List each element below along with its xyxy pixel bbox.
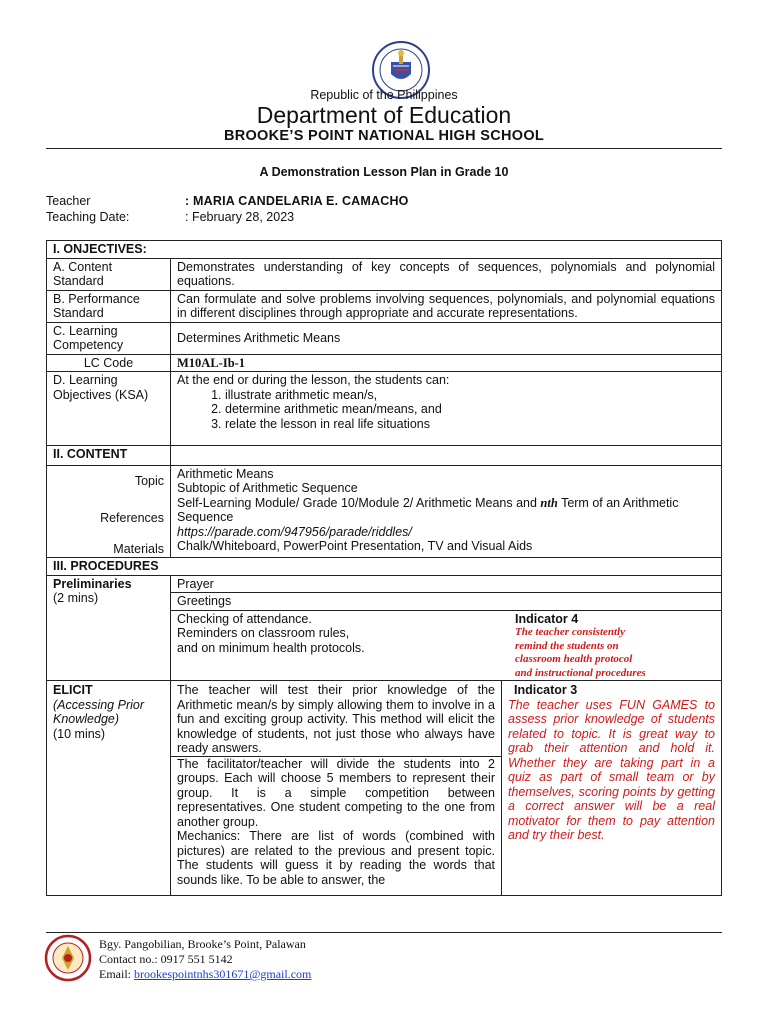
competency-text: Determines Arithmetic Means	[171, 322, 722, 354]
footer-email-line	[99, 967, 311, 982]
school-logo-icon	[44, 934, 92, 982]
elicit-row	[47, 681, 722, 896]
republic-text: Republic of the Philippines	[310, 88, 458, 102]
prayer-text: Prayer	[171, 575, 722, 593]
footer-divider	[46, 932, 722, 933]
prayer-row	[47, 575, 722, 593]
footer-email-link[interactable]: brookespointnhs301671@gmail.com	[134, 967, 312, 981]
objectives-heading: I. ONJECTIVES:	[47, 241, 722, 259]
content-heading: II. CONTENT	[47, 446, 171, 466]
reference-url: https://parade.com/947956/parade/riddles/	[177, 524, 412, 539]
header-divider	[46, 148, 722, 149]
greetings-text: Greetings	[171, 593, 722, 611]
department-title: Department of Education	[256, 102, 512, 128]
plan-title: A Demonstration Lesson Plan in Grade 10	[259, 165, 509, 179]
elicit-cell	[47, 681, 171, 896]
indicator4-line: and instructional procedures	[515, 666, 646, 679]
indicator3-box	[502, 681, 721, 895]
content-details-row	[47, 465, 722, 558]
attendance-text: Checking of attendance. Reminders on classroom rules, and on minimum health protocols.	[177, 611, 365, 655]
content-details	[171, 465, 722, 558]
content-standard-label: A. Content Standard	[47, 258, 171, 290]
indicator3-text: The teacher uses FUN GAMES to assess prior knowledge of students related to topic. It is great way to grab their attention and hold it. Whether they are taking part in a quiz as part of small team or by themselves, scoring points by getting a correct answer will be a real motivator for them to pay attention and try their best.	[508, 697, 715, 842]
indicator4-line: remind the students on	[515, 639, 619, 652]
lc-code-label: LC Code	[47, 354, 171, 372]
preliminaries-label: Preliminaries	[53, 576, 132, 591]
ksa-cell	[171, 372, 722, 446]
reference-text: Self-Learning Module/ Grade 10/Module 2/ Arithmetic Means and nth Term of an Arithmetic Sequence	[177, 495, 679, 524]
indicator4-line: classroom health protocol	[515, 653, 633, 665]
footer-contact-block	[99, 937, 311, 982]
content-labels	[47, 465, 171, 558]
ksa-list	[177, 388, 715, 432]
topic-text: Arithmetic Means	[177, 466, 274, 481]
elicit-label: ELICIT	[53, 683, 93, 697]
lc-code-row	[47, 354, 722, 372]
elicit-text-3: Mechanics: There are list of words (combined with pictures) are related to the previous and present topic. The students will guess it by reading the words that sounds like. To be able to answer, the	[177, 829, 495, 887]
attendance-cell	[171, 610, 722, 681]
teacher-value: : MARIA CANDELARIA E. CAMACHO	[185, 194, 409, 208]
elicit-text-1: The teacher will test their prior knowledge of the Arithmetic mean/s by simply allowing them to involve in a fun and exciting group activity. This method will elicit the knowledge of students, not just those who always have ready answers.	[171, 681, 501, 757]
materials-text: Chalk/Whiteboard, PowerPoint Presentation, TV and Visual Aids	[177, 539, 533, 553]
preliminaries-cell	[47, 575, 171, 681]
elicit-text-2: The facilitator/teacher will divide the students into 2 groups. Each will choose 5 members to represent their group. It is a simple competition between representatives. One student competing to the one from another group.	[177, 756, 495, 829]
ksa-row	[47, 372, 722, 446]
competency-label: C. Learning Competency	[47, 322, 171, 354]
materials-label: Materials	[113, 541, 164, 556]
teacher-label: Teacher	[46, 194, 91, 208]
lesson-plan-table	[46, 240, 722, 896]
footer-address: Bgy. Pangobilian, Brooke’s Point, Palawan	[99, 937, 306, 951]
content-standard-row	[47, 258, 722, 290]
ksa-item: 3. relate the lesson in real life situations	[225, 417, 715, 432]
footer-contact: Contact no.: 0917 551 5142	[99, 952, 233, 966]
indicator3-title: Indicator 3	[514, 683, 578, 697]
performance-standard-text: Can formulate and solve problems involving sequences, polynomials, and polynomial equations in different disciplines through appropriate and accurate representations.	[171, 290, 722, 322]
procedures-heading: III. PROCEDURES	[47, 558, 722, 576]
indicator4-box	[515, 611, 646, 681]
ksa-item: 2. determine arithmetic mean/means, and	[225, 402, 715, 417]
content-heading-row	[47, 446, 722, 466]
subtopic-text: Subtopic of Arithmetic Sequence	[177, 481, 358, 495]
school-name: BROOKE’S POINT NATIONAL HIGH SCHOOL	[223, 128, 545, 144]
content-standard-text: Demonstrates understanding of key concepts of sequences, polynomials and polynomial equations.	[171, 258, 722, 290]
date-label: Teaching Date:	[46, 210, 130, 224]
indicator4-line: The teacher consistently	[515, 626, 625, 638]
elicit-time: (10 mins)	[53, 726, 106, 741]
ksa-intro: At the end or during the lesson, the students can:	[177, 373, 450, 387]
references-label: References	[100, 511, 164, 525]
performance-standard-row	[47, 290, 722, 322]
lc-code-value: M10AL-Ib-1	[171, 354, 722, 372]
date-value: : February 28, 2023	[185, 210, 295, 224]
elicit-content	[171, 681, 722, 896]
procedures-heading-row	[47, 558, 722, 576]
objectives-heading-row	[47, 241, 722, 259]
nth-term: nth	[540, 495, 558, 510]
indicator4-title: Indicator 4	[515, 611, 579, 626]
ksa-label: D. Learning Objectives (KSA)	[47, 372, 171, 446]
topic-label: Topic	[134, 473, 164, 488]
elicit-text-column	[171, 681, 502, 895]
ksa-item: 1. illustrate arithmetic mean/s,	[225, 388, 715, 403]
competency-row	[47, 322, 722, 354]
performance-standard-label: B. Performance Standard	[47, 290, 171, 322]
preliminaries-time: (2 mins)	[53, 591, 99, 605]
footer-email-label: Email:	[99, 967, 131, 981]
elicit-sub: (Accessing Prior Knowledge)	[53, 697, 144, 726]
